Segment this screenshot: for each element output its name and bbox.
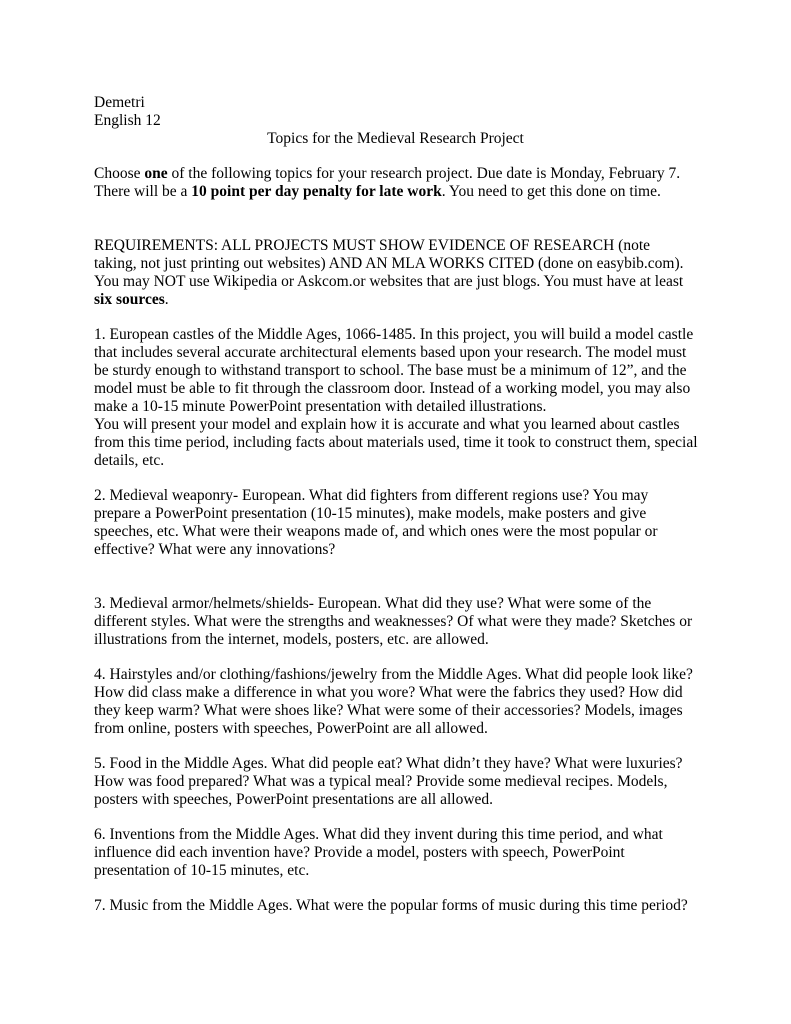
six-sources-emphasis: six sources — [94, 291, 165, 308]
topic-5-food — [94, 755, 714, 809]
intro-line-1: Choose one of the following topics for your research project. Due date is Monday, February 7. — [94, 165, 681, 182]
topic-line: effective? What were any innovations? — [94, 541, 336, 558]
emphasis-one: one — [144, 165, 168, 182]
topic-line: model must be able to fit through the classroom door. Instead of a working model, you may also — [94, 380, 691, 397]
topic-line: different styles. What were the strengths and weaknesses? Of what were they made? Sketches or — [94, 613, 693, 630]
intro-line-2: There will be a 10 point per day penalty for late work. You need to get this done on time. — [94, 183, 661, 200]
topic-line: presentation of 10-15 minutes, etc. — [94, 862, 310, 879]
topic-line: illustrations from the internet, models, posters, etc. are allowed. — [94, 631, 489, 648]
topic-line: 6. Inventions from the Middle Ages. What did they invent during this time period, and what — [94, 826, 663, 843]
topic-line: make a 10-15 minute PowerPoint presentation with detailed illustrations. — [94, 398, 547, 415]
requirements-line-4: six sources. — [94, 291, 169, 308]
topic-line: from online, posters with speeches, PowerPoint are all allowed. — [94, 720, 488, 737]
topic-3-armor — [94, 595, 714, 649]
intro-paragraph — [94, 165, 714, 201]
topic-line: 3. Medieval armor/helmets/shields- European. What did they use? What were some of the — [94, 595, 652, 612]
topic-line: details, etc. — [94, 452, 165, 469]
topic-line: speeches, etc. What were their weapons made of, and which ones were the most popular or — [94, 523, 658, 540]
topic-line: 4. Hairstyles and/or clothing/fashions/jewelry from the Middle Ages. What did people look like? — [94, 666, 693, 683]
topic-line: posters with speeches, PowerPoint presentations are all allowed. — [94, 791, 494, 808]
topic-7-music — [94, 897, 714, 915]
requirements-paragraph — [94, 237, 714, 309]
course-name: English 12 — [94, 112, 161, 129]
topic-line: prepare a PowerPoint presentation (10-15 minutes), make models, make posters and give — [94, 505, 647, 522]
topic-line: 7. Music from the Middle Ages. What were the popular forms of music during this time period? — [94, 897, 688, 914]
late-penalty-emphasis: 10 point per day penalty for late work — [191, 183, 442, 200]
topic-line: How did class make a difference in what you wore? What were the fabrics they used? How did — [94, 684, 683, 701]
requirements-line-2: taking, not just printing out websites) AND AN MLA WORKS CITED (done on easybib.com). — [94, 255, 684, 272]
topic-line: that includes several accurate architectural elements based upon your research. The model must — [94, 344, 687, 361]
topic-line: 2. Medieval weaponry- European. What did fighters from different regions use? You may — [94, 487, 649, 504]
topic-line: 1. European castles of the Middle Ages, 1066-1485. In this project, you will build a model castle — [94, 326, 694, 343]
topic-line: influence did each invention have? Provide a model, posters with speech, PowerPoint — [94, 844, 625, 861]
topic-line: How was food prepared? What was a typical meal? Provide some medieval recipes. Models, — [94, 773, 668, 790]
topic-line: from this time period, including facts about materials used, time it took to construct them, special — [94, 434, 698, 451]
requirements-line-1: REQUIREMENTS: ALL PROJECTS MUST SHOW EVIDENCE OF RESEARCH (note — [94, 237, 651, 254]
document-title: Topics for the Medieval Research Project — [267, 130, 524, 147]
requirements-line-3: You may NOT use Wikipedia or Askcom.or websites that are just blogs. You must have at least — [94, 273, 684, 290]
topic-4-fashion — [94, 666, 714, 738]
topic-line: they keep warm? What were shoes like? What were some of their accessories? Models, images — [94, 702, 683, 719]
topic-line: 5. Food in the Middle Ages. What did people eat? What didn’t they have? What were luxuries? — [94, 755, 683, 772]
topic-6-inventions — [94, 826, 714, 880]
topic-2-weaponry — [94, 487, 714, 559]
topic-line: be sturdy enough to withstand transport to school. The base must be a minimum of 12”, and the — [94, 362, 687, 379]
student-name: Demetri — [94, 94, 145, 111]
topic-line: You will present your model and explain how it is accurate and what you learned about castles — [94, 416, 680, 433]
topic-1-castles — [94, 326, 714, 470]
